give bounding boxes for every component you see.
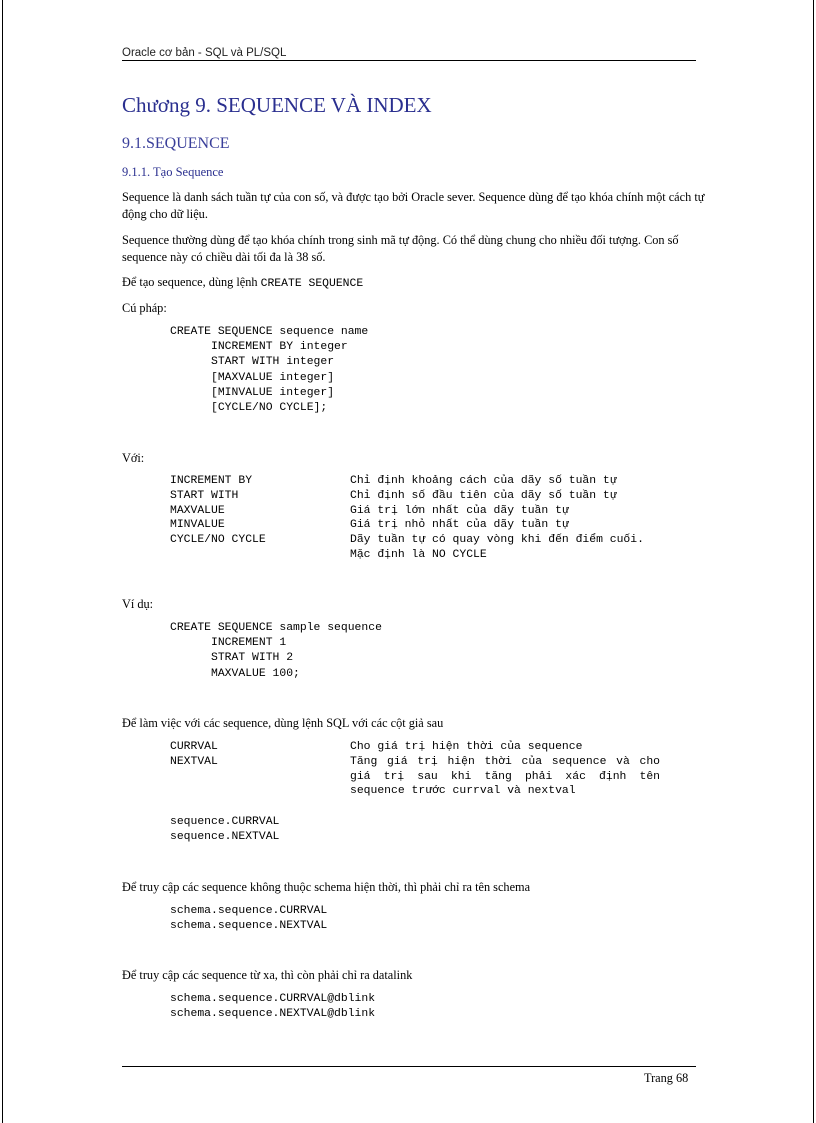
example-code-block [170,621,382,682]
option-term: MINVALUE [170,519,225,532]
create-keyword: CREATE SEQUENCE [260,278,364,290]
option-term: MAXVALUE [170,504,225,517]
pseudo-desc: Cho giá trị hiện thời của sequence [350,741,583,753]
chapter-title: Chương 9. SEQUENCE VÀ INDEX [122,93,432,117]
example-label: Ví dụ: [122,597,154,611]
option-term: INCREMENT BY [170,475,253,487]
code-line: CREATE SEQUENCE sample sequence [170,622,382,634]
table-row [170,533,660,563]
option-term: START WITH [170,489,239,502]
page-border-left [2,0,3,1123]
syntax-code-block [170,325,368,416]
code-line: schema.sequence.CURRVAL [170,905,328,917]
footer-rule [122,1066,696,1067]
pseudo-term: NEXTVAL [170,755,218,768]
code-line: CREATE SEQUENCE sequence name [170,326,369,338]
pseudo-columns-table [170,740,660,799]
option-desc: Giá trị lớn nhất của dãy tuần tự [350,504,569,517]
code-line: MAXVALUE 100; [170,667,300,680]
option-desc: Dãy tuần tự có quay vòng khi đến điểm cuối. Mặc định là NO CYCLE [350,534,644,561]
table-row [170,518,660,533]
table-row [170,489,660,504]
dblink-code-block [170,992,375,1022]
option-desc: Chỉ định khoảng cách của dãy số tuần tự [350,475,617,487]
options-table [170,474,660,563]
pseudo-code-block [170,815,279,845]
code-line: sequence.NEXTVAL [170,831,280,844]
code-line: [CYCLE/NO CYCLE]; [170,402,328,415]
option-desc: Giá trị nhỏ nhất của dãy tuần tự [350,519,569,532]
option-term: CYCLE/NO CYCLE [170,534,266,547]
code-line: schema.sequence.NEXTVAL@dblink [170,1008,376,1021]
pseudo-columns-intro: Để làm việc với các sequence, dùng lệnh SQL với các cột giả sau [122,716,444,730]
section-title: 9.1.SEQUENCE [122,135,230,152]
page-number: Trang 68 [644,1071,689,1085]
schema-code-block [170,904,327,934]
page-border-right [813,0,814,1123]
pseudo-desc: Tăng giá trị hiện thời của sequence và cho giá trị sau khi tăng phải xác định tên sequence trước currval và nextval [350,755,660,798]
code-line: schema.sequence.NEXTVAL [170,920,328,933]
code-line: STRAT WITH 2 [170,652,294,665]
table-row [170,740,660,755]
running-header: Oracle cơ bản - SQL và PL/SQL [122,47,287,59]
paragraph-usage: Sequence thường dùng để tạo khóa chính trong sinh mã tự động. Có thể dùng chung cho nhiều đối tượng. Con số sequence này có chiều dài tối đa là 38 số. [122,233,679,264]
table-row [170,474,660,489]
header-rule [122,60,696,61]
option-desc: Chỉ định số đầu tiên của dãy số tuần tự [350,489,617,502]
dblink-intro: Để truy cập các sequence từ xa, thì còn phải chỉ ra datalink [122,968,413,982]
code-line: [MAXVALUE integer] [170,371,335,384]
code-line: schema.sequence.CURRVAL@dblink [170,993,376,1005]
with-label: Với: [122,451,145,465]
code-line: [MINVALUE integer] [170,386,335,399]
pseudo-term: CURRVAL [170,741,218,753]
subsection-title: 9.1.1. Tạo Sequence [122,165,224,179]
paragraph-intro: Sequence là danh sách tuần tự của con số, và được tạo bởi Oracle sever. Sequence dùng để tạo khóa chính một cách tự động cho dữ liệu. [122,190,705,221]
table-row [170,504,660,519]
schema-intro: Để truy cập các sequence không thuộc schema hiện thời, thì phải chỉ ra tên schema [122,880,531,894]
paragraph-create [122,274,712,293]
create-text: Để tạo sequence, dùng lệnh [122,275,261,289]
code-line: sequence.CURRVAL [170,816,280,828]
syntax-label: Cú pháp: [122,301,167,315]
table-row [170,755,660,799]
code-line: INCREMENT 1 [170,637,287,650]
code-line: START WITH integer [170,356,335,369]
code-line: INCREMENT BY integer [170,341,348,354]
